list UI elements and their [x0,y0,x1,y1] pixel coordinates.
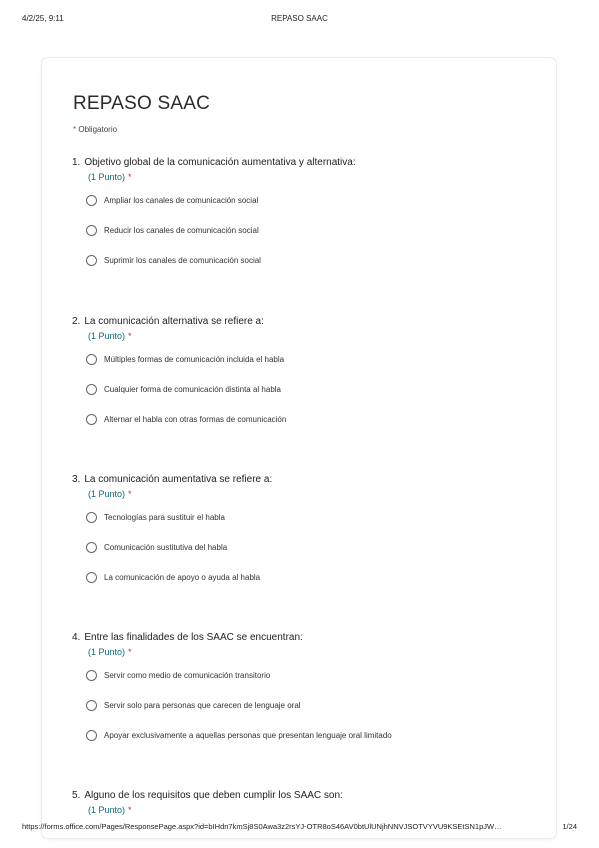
option-radio[interactable] [86,193,532,207]
question-number: 3. [72,474,81,485]
option-label: Múltiples formas de comunicación incluida el habla [104,354,285,364]
options-list [86,193,532,267]
option-label: Tecnologías para sustituir el habla [104,512,225,522]
option-radio[interactable] [86,698,532,712]
print-footer [22,822,577,834]
options-list [86,352,532,426]
option-label: Servir como medio de comunicación transitorio [104,670,271,680]
option-label: La comunicación de apoyo o ayuda al habla [104,572,261,582]
page-number: 1/24 [562,822,577,831]
print-title: REPASO SAAC [271,14,328,23]
points-label: (1 Punto) [88,805,126,815]
radio-circle-icon[interactable] [86,730,97,741]
required-star: * [128,331,132,341]
radio-circle-icon[interactable] [86,670,97,681]
points-label: (1 Punto) [88,647,126,657]
option-radio[interactable] [86,412,532,426]
question-points [88,171,532,183]
radio-circle-icon[interactable] [86,572,97,583]
required-star: * [128,647,132,657]
option-radio[interactable] [86,223,532,237]
radio-circle-icon[interactable] [86,225,97,236]
option-radio[interactable] [86,540,532,554]
print-datetime: 4/2/25, 9:11 [22,14,64,23]
question-points [88,804,532,816]
option-radio[interactable] [86,382,532,396]
radio-circle-icon[interactable] [86,414,97,425]
form-title: REPASO SAAC [73,93,210,114]
question-points [88,330,532,342]
option-radio[interactable] [86,510,532,524]
options-list [86,668,532,742]
print-header [22,14,577,26]
question-text [72,631,532,644]
question-points [88,646,532,658]
option-label: Apoyar exclusivamente a aquellas personas que presentan lenguaje oral limitado [104,730,392,740]
points-label: (1 Punto) [88,489,126,499]
options-list [86,510,532,584]
required-text: Obligatorio [78,125,118,134]
question-number: 1. [72,157,81,168]
question-text [72,315,532,328]
radio-circle-icon[interactable] [86,255,97,266]
question-number: 4. [72,632,81,643]
question-4 [72,631,532,758]
question-5 [72,789,532,816]
question-3 [72,473,532,600]
question-label: La comunicación aumentativa se refiere a: [84,474,273,485]
option-radio[interactable] [86,253,532,267]
required-star: * [128,172,132,182]
question-label: Entre las finalidades de los SAAC se encuentran: [84,632,303,643]
radio-circle-icon[interactable] [86,195,97,206]
option-radio[interactable] [86,352,532,366]
option-radio[interactable] [86,570,532,584]
option-label: Cualquier forma de comunicación distinta al habla [104,384,281,394]
form-card [42,58,556,838]
radio-circle-icon[interactable] [86,384,97,395]
option-label: Servir solo para personas que carecen de lenguaje oral [104,700,301,710]
option-label: Ampliar los canales de comunicación social [104,195,259,205]
points-label: (1 Punto) [88,172,126,182]
question-2 [72,315,532,442]
required-star: * [128,805,132,815]
option-radio[interactable] [86,728,532,742]
option-label: Comunicación sustitutiva del habla [104,542,228,552]
question-points [88,488,532,500]
required-star: * [73,125,77,134]
option-label: Reducir los canales de comunicación social [104,225,259,235]
points-label: (1 Punto) [88,331,126,341]
radio-circle-icon[interactable] [86,354,97,365]
option-radio[interactable] [86,668,532,682]
question-label: Objetivo global de la comunicación aumentativa y alternativa: [84,157,356,168]
question-label: La comunicación alternativa se refiere a: [84,316,264,327]
option-label: Suprimir los canales de comunicación social [104,255,261,265]
print-url: https://forms.office.com/Pages/ResponsePage.aspx?id=bIHdn7kmSj8S0Awa3z2rsYJ-OTR8oS46AV0btUlUNjhNNVJSOTVYVU9KSEtSN1pJW… [22,822,502,831]
question-number: 2. [72,316,81,327]
radio-circle-icon[interactable] [86,512,97,523]
question-text [72,156,532,169]
question-text [72,473,532,486]
option-label: Alternar el habla con otras formas de comunicación [104,414,287,424]
question-text [72,789,532,802]
radio-circle-icon[interactable] [86,542,97,553]
required-note [73,125,117,134]
radio-circle-icon[interactable] [86,700,97,711]
question-number: 5. [72,790,81,801]
question-label: Alguno de los requisitos que deben cumplir los SAAC son: [84,790,343,801]
question-1 [72,156,532,283]
required-star: * [128,489,132,499]
